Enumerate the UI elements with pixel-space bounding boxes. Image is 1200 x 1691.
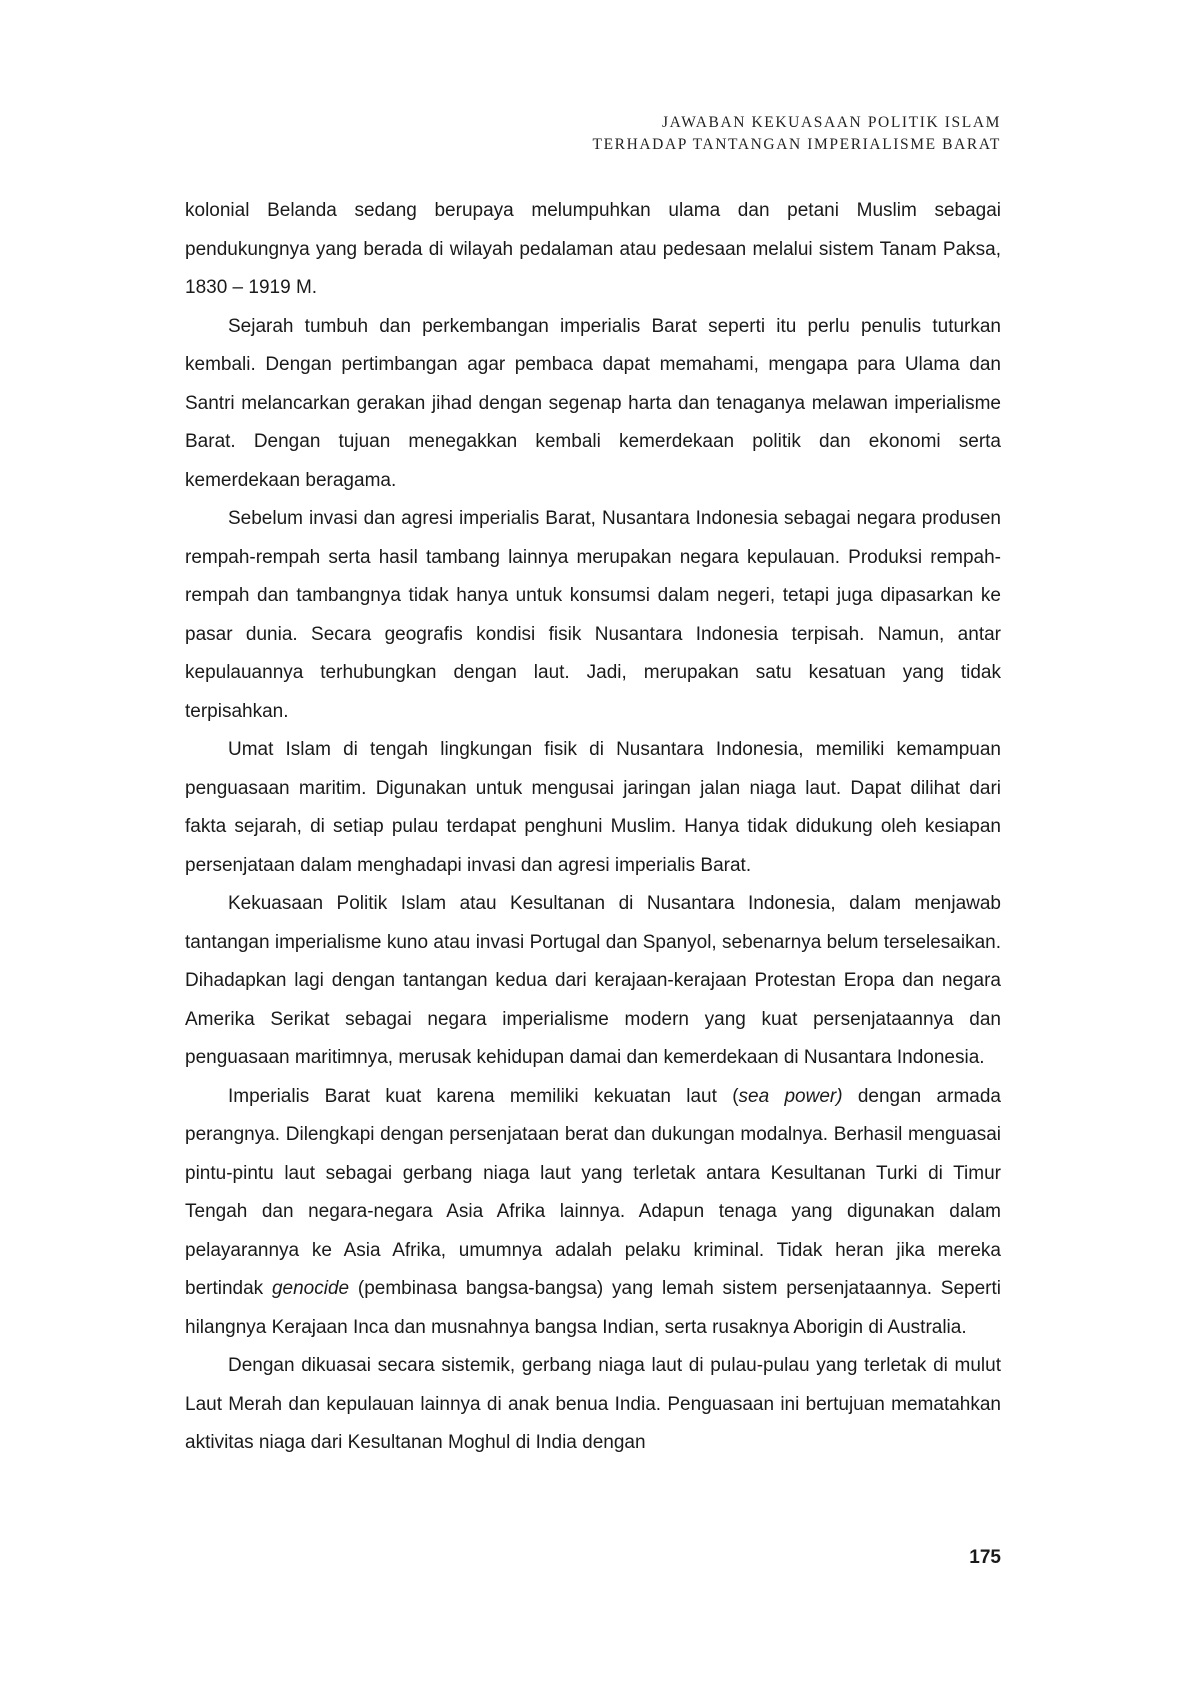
paragraph-6-italic-genocide: genocide xyxy=(271,1278,350,1299)
running-header-line-1: JAWABAN KEKUASAAN POLITIK ISLAM xyxy=(662,114,1001,131)
paragraph-6-text-c: (pembinasa bangsa-bangsa) yang lemah sistem persenjataannya. Seperti hilangnya Kerajaan Inca dan musnahnya bangsa Indian, serta rusaknya Aborigin di Australia. xyxy=(185,1278,1001,1338)
paragraph-2: Sejarah tumbuh dan perkembangan imperialis Barat seperti itu perlu penulis tuturkan kembali. Dengan pertimbangan agar pembaca dapat memahami, mengapa para Ulama dan Santri melancarkan gerakan jihad dengan segenap harta dan tenaganya melawan imperialisme Barat. Dengan tujuan menegakkan kembali kemerdekaan politik dan ekonomi serta kemerdekaan beragama. xyxy=(185,315,1001,491)
paragraph-4: Umat Islam di tengah lingkungan fisik di Nusantara Indonesia, memiliki kemampuan penguasaan maritim. Digunakan untuk mengusai jaringan jalan niaga laut. Dapat dilihat dari fakta sejarah, di setiap pulau terdapat penghuni Muslim. Hanya tidak didukung oleh kesiapan persenjataan dalam menghadapi invasi dan agresi imperialis Barat. xyxy=(185,739,1001,876)
running-header-line-2: TERHADAP TANTANGAN IMPERIALISME BARAT xyxy=(592,136,1001,153)
paragraph-7: Dengan dikuasai secara sistemik, gerbang niaga laut di pulau-pulau yang terletak di mulut Laut Merah dan kepulauan lainnya di anak benua India. Penguasaan ini bertujuan mematahkan aktivitas niaga dari Kesultanan Moghul di India dengan xyxy=(185,1355,1001,1453)
paragraph-5: Kekuasaan Politik Islam atau Kesultanan di Nusantara Indonesia, dalam menjawab tantangan imperialisme kuno atau invasi Portugal dan Spanyol, sebenarnya belum terselesaikan. Dihadapkan lagi dengan tantangan kedua dari kerajaan-kerajaan Protestan Eropa dan negara Amerika Serikat sebagai negara imperialisme modern yang kuat persenjataannya dan penguasaan maritimnya, merusak kehidupan damai dan kemerdekaan di Nusantara Indonesia. xyxy=(185,893,1001,1068)
paragraph-6-text-a: Imperialis Barat kuat karena memiliki kekuatan laut ( xyxy=(228,1085,739,1107)
paragraph-1-continued: kolonial Belanda sedang berupaya melumpuhkan ulama dan petani Muslim sebagai pendukungnya yang berada di wilayah pedalaman atau pedesaan melalui sistem Tanam Paksa, 1830 – 1919 M. xyxy=(185,200,1001,298)
page-number: 175 xyxy=(969,1547,1001,1568)
body-text xyxy=(185,192,1001,1463)
paragraph-6-italic-sea-power: sea power) xyxy=(738,1085,843,1107)
paragraph-6 xyxy=(185,1078,1001,1348)
paragraph-3: Sebelum invasi dan agresi imperialis Barat, Nusantara Indonesia sebagai negara produsen rempah-rempah serta hasil tambang lainnya merupakan negara kepulauan. Produksi rempah-rempah dan tambangnya tidak hanya untuk konsumsi dalam negeri, tetapi juga dipasarkan ke pasar dunia. Secara geografis kondisi fisik Nusantara Indonesia terpisah. Namun, antar kepulauannya terhubungkan dengan laut. Jadi, merupakan satu kesatuan yang tidak terpisahkan. xyxy=(185,508,1001,722)
running-header xyxy=(593,112,1002,156)
paragraph-6-text-b: dengan armada perangnya. Dilengkapi dengan persenjataan berat dan dukungan modalnya. Berhasil menguasai pintu-pintu laut sebagai gerbang niaga laut yang terletak antara Kesultanan Turki di Timur Tengah dan negara-negara Asia Afrika lainnya. Adapun tenaga yang digunakan dalam pelayarannya ke Asia Afrika, umumnya adalah pelaku kriminal. Tidak heran jika mereka bertindak xyxy=(185,1085,1001,1299)
